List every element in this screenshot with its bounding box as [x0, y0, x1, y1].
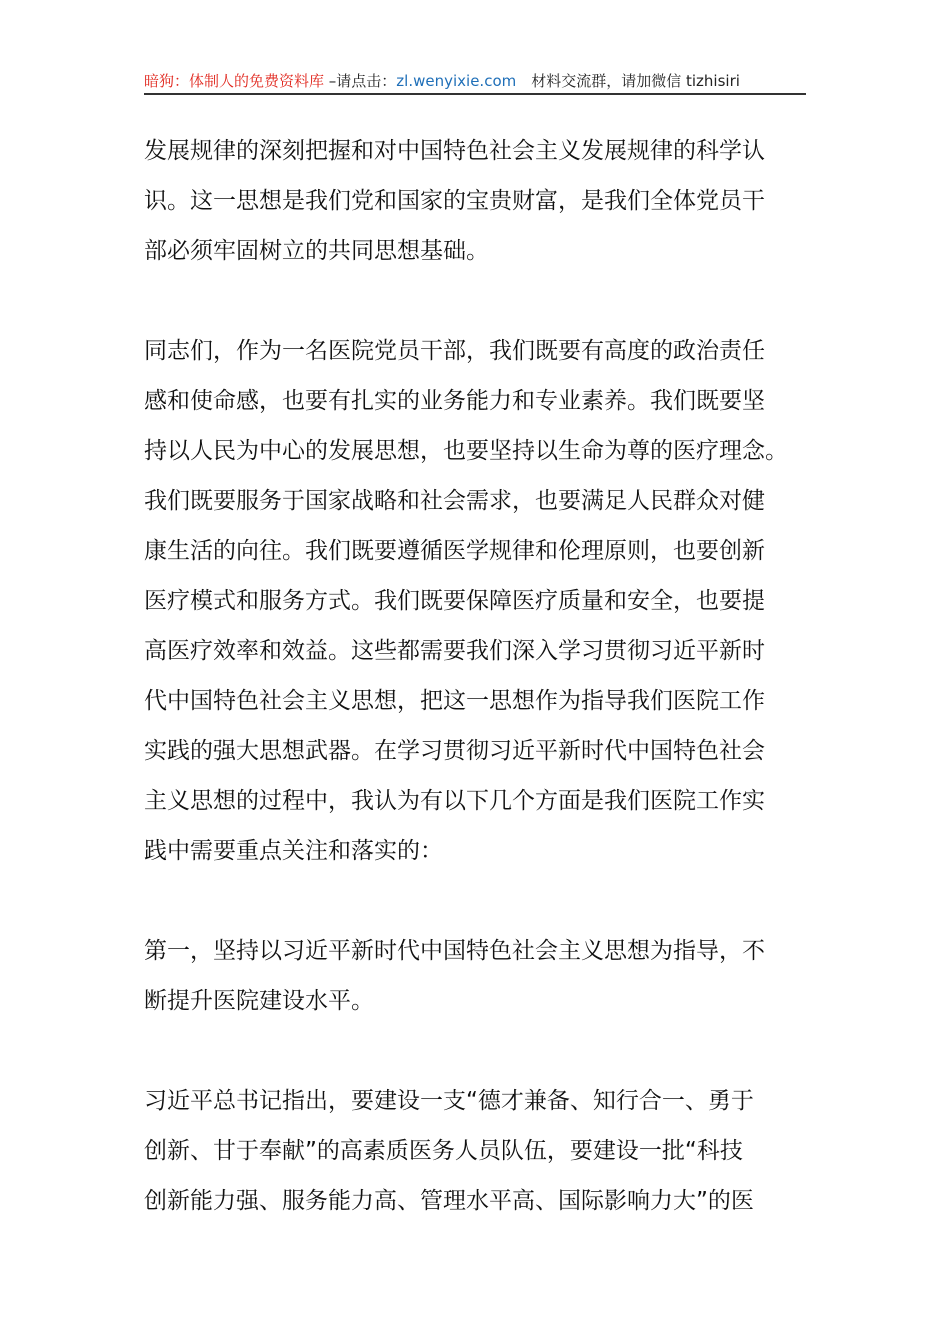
- header-link[interactable]: zl.wenyixie.com: [396, 72, 517, 90]
- paragraph: [144, 926, 824, 1026]
- paragraph-gap: [144, 876, 824, 926]
- text-line: 实践的强大思想武器。在学习贯彻习近平新时代中国特色社会: [144, 738, 765, 764]
- header-group: 材料交流群，请加微信 tizhisiri: [516, 72, 740, 90]
- text-line: 康生活的向往。我们既要遵循医学规律和伦理原则，也要创新: [144, 538, 765, 564]
- text-line: 代中国特色社会主义思想，把这一思想作为指导我们医院工作: [144, 688, 765, 714]
- text-line: 主义思想的过程中，我认为有以下几个方面是我们医院工作实: [144, 788, 765, 814]
- text-line: 习近平总书记指出，要建设一支“德才兼备、知行合一、勇于: [144, 1088, 754, 1114]
- paragraph-gap: [144, 276, 824, 326]
- paragraph: [144, 126, 824, 276]
- text-line: 创新能力强、服务能力高、管理水平高、国际影响力大”的医: [144, 1188, 754, 1214]
- paragraph-gap: [144, 1026, 824, 1076]
- text-line: 医疗模式和服务方式。我们既要保障医疗质量和安全，也要提: [144, 588, 765, 614]
- text-line: 第一，坚持以习近平新时代中国特色社会主义思想为指导，不: [144, 938, 765, 964]
- text-line: 我们既要服务于国家战略和社会需求，也要满足人民群众对健: [144, 488, 765, 514]
- text-line: 高医疗效率和效益。这些都需要我们深入学习贯彻习近平新时: [144, 638, 765, 664]
- text-line: 践中需要重点关注和落实的：: [144, 838, 443, 864]
- text-line: 持以人民为中心的发展思想，也要坚持以生命为尊的医疗理念。: [144, 438, 788, 464]
- text-line: 部必须牢固树立的共同思想基础。: [144, 238, 489, 264]
- page-header: [144, 70, 806, 92]
- document-body: [144, 126, 824, 1226]
- text-line: 感和使命感，也要有扎实的业务能力和专业素养。我们既要坚: [144, 388, 765, 414]
- text-line: 断提升医院建设水平。: [144, 988, 374, 1014]
- header-brand: 暗狗：体制人的免费资料库: [144, 72, 325, 90]
- text-line: 同志们，作为一名医院党员干部，我们既要有高度的政治责任: [144, 338, 765, 364]
- text-line: 创新、甘于奉献”的高素质医务人员队伍，要建设一批“科技: [144, 1138, 743, 1164]
- header-prompt: –请点击：: [324, 72, 397, 90]
- text-line: 识。这一思想是我们党和国家的宝贵财富，是我们全体党员干: [144, 188, 765, 214]
- header-divider: [144, 93, 806, 95]
- text-line: 发展规律的深刻把握和对中国特色社会主义发展规律的科学认: [144, 138, 765, 164]
- paragraph: [144, 326, 824, 876]
- paragraph: [144, 1076, 824, 1226]
